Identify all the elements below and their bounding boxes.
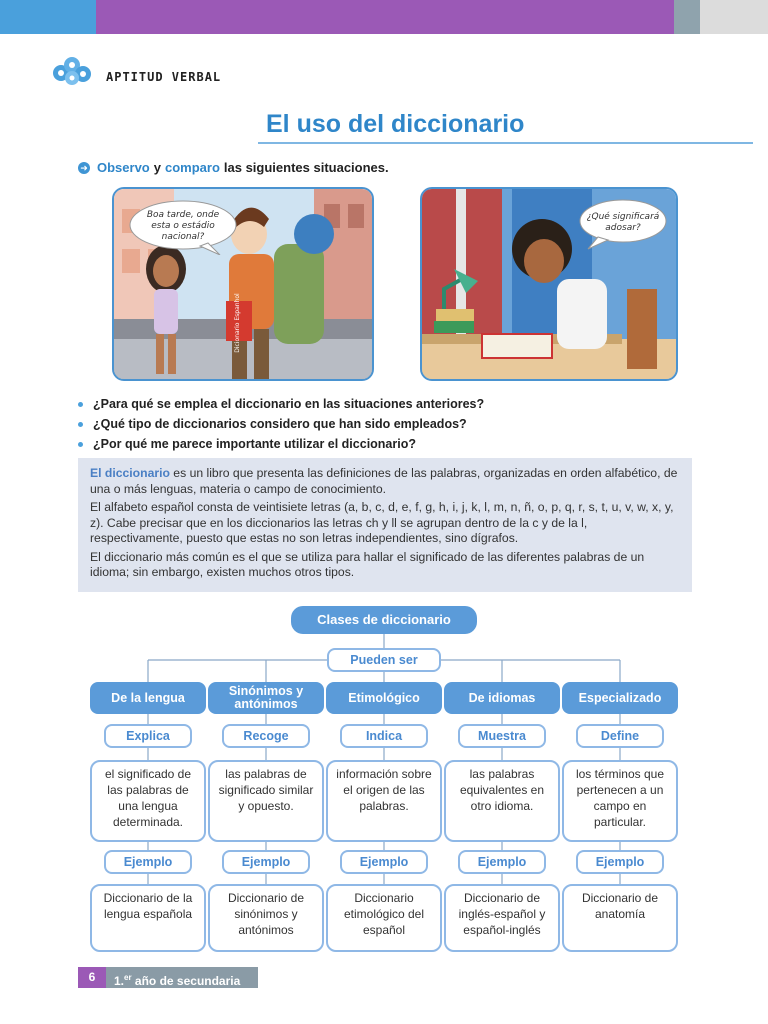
illustration-tourist-street: [112, 187, 374, 381]
intro-instruction: [78, 160, 389, 175]
top-bar-blue-segment: [0, 0, 96, 34]
top-bar-light-segment: [700, 0, 768, 34]
intro-word-observo: Observo: [97, 160, 150, 175]
type-especializado: Especializado: [562, 682, 678, 714]
concept-map-connector-label: Pueden ser: [327, 648, 441, 672]
question-text: ¿Para qué se emplea el diccionario en las situaciones anteriores?: [93, 397, 485, 411]
bullet-dot-icon: [78, 402, 83, 407]
example-de-la-lengua: Diccionario de la lengua española: [90, 884, 206, 952]
verb-define: Define: [576, 724, 664, 748]
example-especializado: Diccionario de anatomía: [562, 884, 678, 952]
bubble-line-3: nacional?: [161, 232, 205, 242]
bullet-dot-icon: [78, 442, 83, 447]
definition-paragraph-1: [90, 466, 680, 497]
grade-text: año de secundaria: [131, 974, 241, 988]
title-underline: [258, 142, 753, 144]
intro-rest: las siguientes situaciones.: [223, 160, 389, 175]
example-etimologico: Diccionario etimológico del español: [326, 884, 442, 952]
grade-label: [106, 967, 258, 988]
intro-word-comparo: comparo: [164, 160, 220, 175]
grade-number: 1.: [114, 974, 125, 988]
top-bar-purple-segment: [96, 0, 674, 34]
bullet-dot-icon: [78, 422, 83, 427]
verb-indica: Indica: [340, 724, 428, 748]
page-title: El uso del diccionario: [266, 110, 525, 138]
list-item: [78, 414, 484, 434]
abc-blocks-icon: [52, 56, 92, 86]
question-list: [78, 394, 484, 454]
list-item: [78, 434, 484, 454]
top-color-bar: [0, 0, 768, 34]
question-text: ¿Por qué me parece importante utilizar el diccionario?: [93, 437, 416, 451]
arrow-bullet-icon: ➜: [78, 162, 90, 174]
verb-explica: Explica: [104, 724, 192, 748]
grade-ordinal: er: [124, 973, 132, 982]
type-de-la-lengua: De la lengua: [90, 682, 206, 714]
intro-connector: y: [153, 160, 161, 175]
illustration-book-title: Dicionario Espanhol: [234, 293, 241, 353]
type-de-idiomas: De idiomas: [444, 682, 560, 714]
definition-box: [78, 458, 692, 592]
desc-de-la-lengua: el significado de las palabras de una lengua determinada.: [90, 760, 206, 842]
section-label: APTITUD VERBAL: [106, 70, 222, 84]
page-number: 6: [78, 967, 106, 988]
bubble-right-line-2: adosar?: [605, 223, 641, 233]
illustration-boy-reading: [420, 187, 678, 381]
verb-muestra: Muestra: [458, 724, 546, 748]
type-etimologico: Etimológico: [326, 682, 442, 714]
example-label: Ejemplo: [104, 850, 192, 874]
page-footer: [78, 967, 258, 988]
example-label: Ejemplo: [222, 850, 310, 874]
example-label: Ejemplo: [340, 850, 428, 874]
example-de-idiomas: Diccionario de inglés-español y español-inglés: [444, 884, 560, 952]
bubble-line-2: esta o estádio: [151, 221, 215, 231]
type-sinonimos-antonimos: Sinónimos y antónimos: [208, 682, 324, 714]
verb-recoge: Recoge: [222, 724, 310, 748]
desc-sinonimos-antonimos: las palabras de significado similar y opuesto.: [208, 760, 324, 842]
concept-map: [0, 600, 768, 960]
definition-term: El diccionario: [90, 466, 170, 480]
definition-text: es un libro que presenta las definiciones de las palabras, organizadas en orden alfabético, de una o más lenguas, materia o campo de conocimiento.: [90, 466, 678, 496]
alphabet-paragraph: El alfabeto español consta de veintisiete letras (a, b, c, d, e, f, g, h, i, j, k, l, m, n, ñ, o, p, q, r, s, t, u, v, w, x, y, z). Cabe precisar que en los diccionarios las letras ch y ll se agrupan dentro de la c y de la l, respectivamente, puesto que estas no son letras independientes, sino dígrafos.: [90, 500, 674, 545]
list-item: [78, 394, 484, 414]
common-dictionary-paragraph: El diccionario más común es el que se utiliza para hallar el significado de las diferentes palabras de un idioma; sin embargo, existen muchos otros tipos.: [90, 549, 645, 579]
concept-map-root: Clases de diccionario: [291, 606, 477, 634]
example-label: Ejemplo: [458, 850, 546, 874]
desc-de-idiomas: las palabras equivalentes en otro idioma.: [444, 760, 560, 842]
desc-etimologico: información sobre el origen de las palabras.: [326, 760, 442, 842]
question-text: ¿Qué tipo de diccionarios considero que han sido empleados?: [93, 417, 467, 431]
top-bar-gray-segment: [674, 0, 700, 34]
bubble-line-1: Boa tarde, onde: [146, 210, 220, 220]
example-label: Ejemplo: [576, 850, 664, 874]
desc-especializado: los términos que pertenecen a un campo en particular.: [562, 760, 678, 842]
example-sinonimos-antonimos: Diccionario de sinónimos y antónimos: [208, 884, 324, 952]
bubble-right-line-1: ¿Qué significará: [586, 212, 660, 222]
